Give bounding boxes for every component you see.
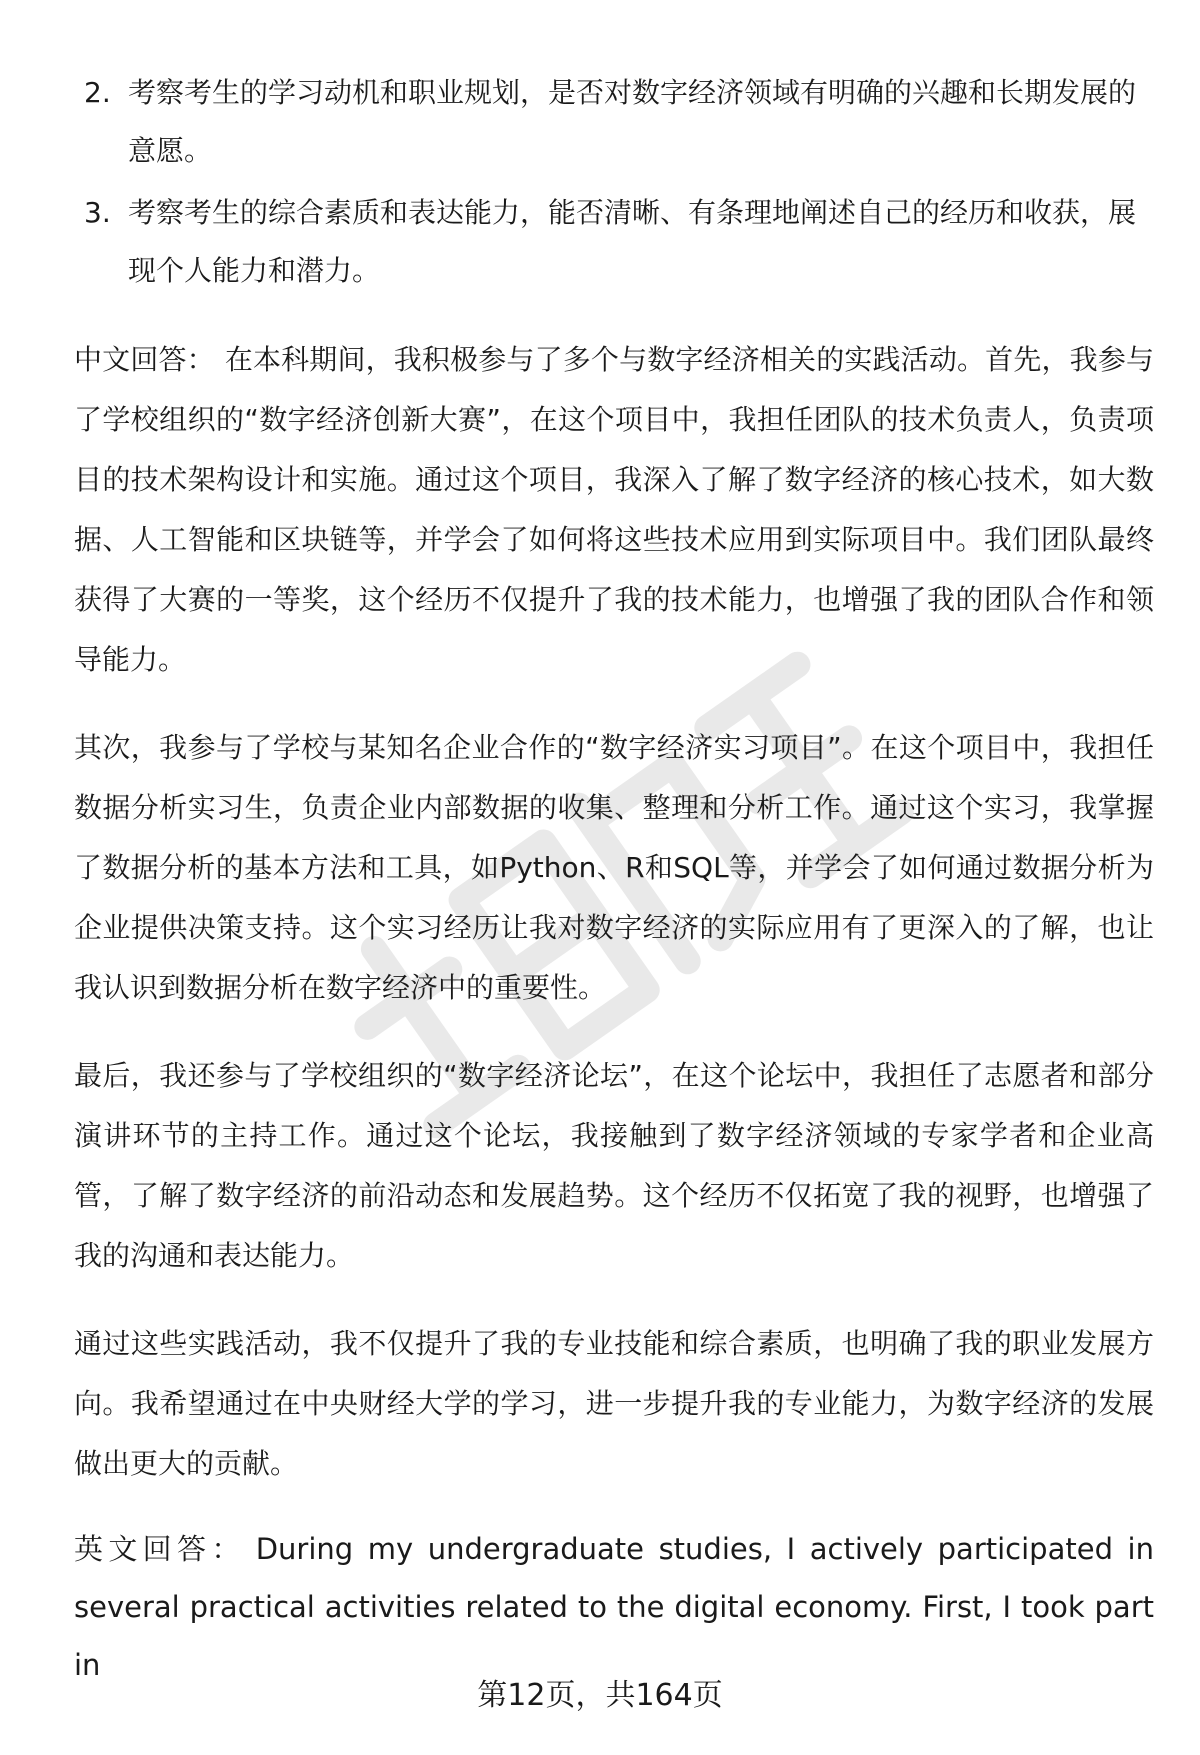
criteria-text: 考察考生的学习动机和职业规划，是否对数字经济领域有明确的兴趣和长期发展的意愿。 [128, 76, 1137, 167]
english-answer-text: During my undergraduate studies, I actively participated in several practical activities related to the digital economy. First, I took part in [74, 1532, 1154, 1682]
answer-paragraph: 最后，我还参与了学校组织的“数字经济论坛”，在这个论坛中，我担任了志愿者和部分演讲环节的主持工作。通过这个论坛，我接触到了数字经济领域的专家学者和企业高管，了解了数字经济的前沿动态和发展趋势。这个经历不仅拓宽了我的视野，也增强了我的沟通和表达能力。 [74, 1059, 1154, 1272]
english-answer-label: 英文回答： [74, 1532, 246, 1566]
document-body [74, 64, 1154, 1694]
criteria-number: 3. [84, 196, 111, 229]
answer-paragraph: 其次，我参与了学校与某知名企业合作的“数字经济实习项目”。在这个项目中，我担任数据分析实习生，负责企业内部数据的收集、整理和分析工作。通过这个实习，我掌握了数据分析的基本方法和工具，如Python、R和SQL等，并学会了如何通过数据分析为企业提供决策支持。这个实习经历让我对数字经济的实际应用有了更深入的了解，也让我认识到数据分析在数字经济中的重要性。 [74, 731, 1154, 1004]
criteria-item [74, 184, 1154, 300]
chinese-answer-paragraph [74, 330, 1154, 690]
evaluation-criteria-list [74, 64, 1154, 300]
english-answer-paragraph [74, 1520, 1154, 1694]
criteria-text: 考察考生的综合素质和表达能力，能否清晰、有条理地阐述自己的经历和收获，展现个人能力和潜力。 [128, 196, 1137, 287]
paragraph-text: 在本科期间，我积极参与了多个与数字经济相关的实践活动。首先，我参与了学校组织的“数字经济创新大赛”，在这个项目中，我担任团队的技术负责人，负责项目的技术架构设计和实施。通过这个项目，我深入了解了数字经济的核心技术，如大数据、人工智能和区块链等，并学会了如何将这些技术应用到实际项目中。我们团队最终获得了大赛的一等奖，这个经历不仅提升了我的技术能力，也增强了我的团队合作和领导能力。 [74, 343, 1154, 676]
answer-paragraph: 通过这些实践活动，我不仅提升了我的专业技能和综合素质，也明确了我的职业发展方向。我希望通过在中央财经大学的学习，进一步提升我的专业能力，为数字经济的发展做出更大的贡献。 [74, 1327, 1154, 1480]
criteria-number: 2. [84, 76, 111, 109]
criteria-item [74, 64, 1154, 180]
chinese-answer-label: 中文回答： [74, 343, 215, 376]
page-number-footer: 第12页，共164页 [477, 1678, 723, 1713]
